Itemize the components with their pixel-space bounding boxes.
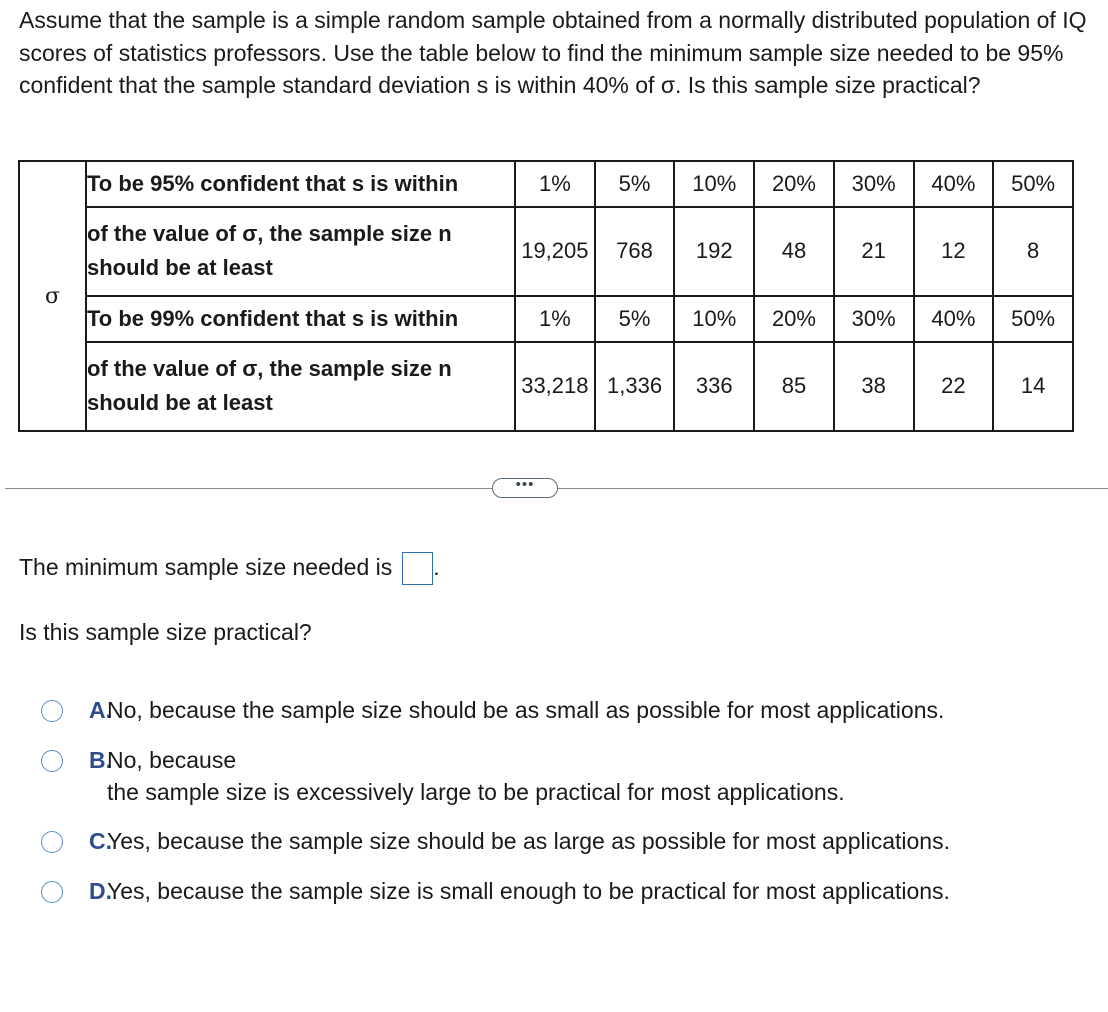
choice-letter: A. xyxy=(89,697,112,723)
sigma-symbol: σ xyxy=(19,161,86,431)
table-cell: 5% xyxy=(595,161,675,207)
table-row xyxy=(19,161,1073,207)
table-cell: 30% xyxy=(834,296,914,342)
table-row xyxy=(19,207,1073,296)
table-cell: 20% xyxy=(754,296,834,342)
table-cell: 48 xyxy=(754,207,834,296)
row-label: To be 99% confident that s is within xyxy=(86,296,515,342)
answer-suffix: . xyxy=(433,554,440,580)
table-cell: 50% xyxy=(993,161,1073,207)
choice-text-continued: the sample size is excessively large to be practical for most applications. xyxy=(107,779,845,805)
table-cell: 22 xyxy=(914,342,994,431)
choice-letter: D. xyxy=(89,878,112,904)
table-cell: 40% xyxy=(914,296,994,342)
table-cell: 5% xyxy=(595,296,675,342)
radio-button-icon[interactable] xyxy=(41,831,63,853)
table-cell: 192 xyxy=(674,207,754,296)
table-cell: 50% xyxy=(993,296,1073,342)
table-cell: 1,336 xyxy=(595,342,675,431)
choice-text: No, because xyxy=(107,747,237,773)
answer-prompt: The minimum sample size needed is xyxy=(19,554,393,580)
table-cell: 336 xyxy=(674,342,754,431)
table-cell: 40% xyxy=(914,161,994,207)
table-cell: 8 xyxy=(993,207,1073,296)
table-cell: 12 xyxy=(914,207,994,296)
choice-text: Yes, because the sample size should be as large as possible for most applications. xyxy=(107,828,950,854)
sample-size-table xyxy=(18,160,1074,432)
question-text: Assume that the sample is a simple random sample obtained from a normally distributed population of IQ scores of statistics professors. Use the table below to find the minimum sample size needed to be 95% confident that the sample standard deviation s is within 40% of σ. Is this sample size practical? xyxy=(19,7,1087,98)
table-cell: 10% xyxy=(674,161,754,207)
practical-question: Is this sample size practical? xyxy=(19,619,312,645)
table-cell: 38 xyxy=(834,342,914,431)
table-cell: 85 xyxy=(754,342,834,431)
table-row xyxy=(19,342,1073,431)
table-cell: 33,218 xyxy=(515,342,595,431)
table-row xyxy=(19,296,1073,342)
choice-text: Yes, because the sample size is small enough to be practical for most applications. xyxy=(107,878,950,904)
row-label: of the value of σ, the sample size n should be at least xyxy=(86,342,515,431)
table-cell: 768 xyxy=(595,207,675,296)
table-cell: 30% xyxy=(834,161,914,207)
choice-letter: C. xyxy=(89,828,112,854)
table-cell: 14 xyxy=(993,342,1073,431)
answer-line xyxy=(19,552,440,585)
radio-button-icon[interactable] xyxy=(41,750,63,772)
table-cell: 20% xyxy=(754,161,834,207)
choice-text: No, because the sample size should be as small as possible for most applications. xyxy=(107,697,945,723)
choice-letter: B. xyxy=(89,747,112,773)
radio-button-icon[interactable] xyxy=(41,881,63,903)
row-label: To be 95% confident that s is within xyxy=(86,161,515,207)
sample-size-input[interactable] xyxy=(402,552,433,585)
table-cell: 1% xyxy=(515,296,595,342)
more-options-button[interactable]: ••• xyxy=(492,478,558,498)
radio-button-icon[interactable] xyxy=(41,700,63,722)
table-cell: 1% xyxy=(515,161,595,207)
table-cell: 19,205 xyxy=(515,207,595,296)
table-cell: 21 xyxy=(834,207,914,296)
row-label: of the value of σ, the sample size n should be at least xyxy=(86,207,515,296)
table-cell: 10% xyxy=(674,296,754,342)
